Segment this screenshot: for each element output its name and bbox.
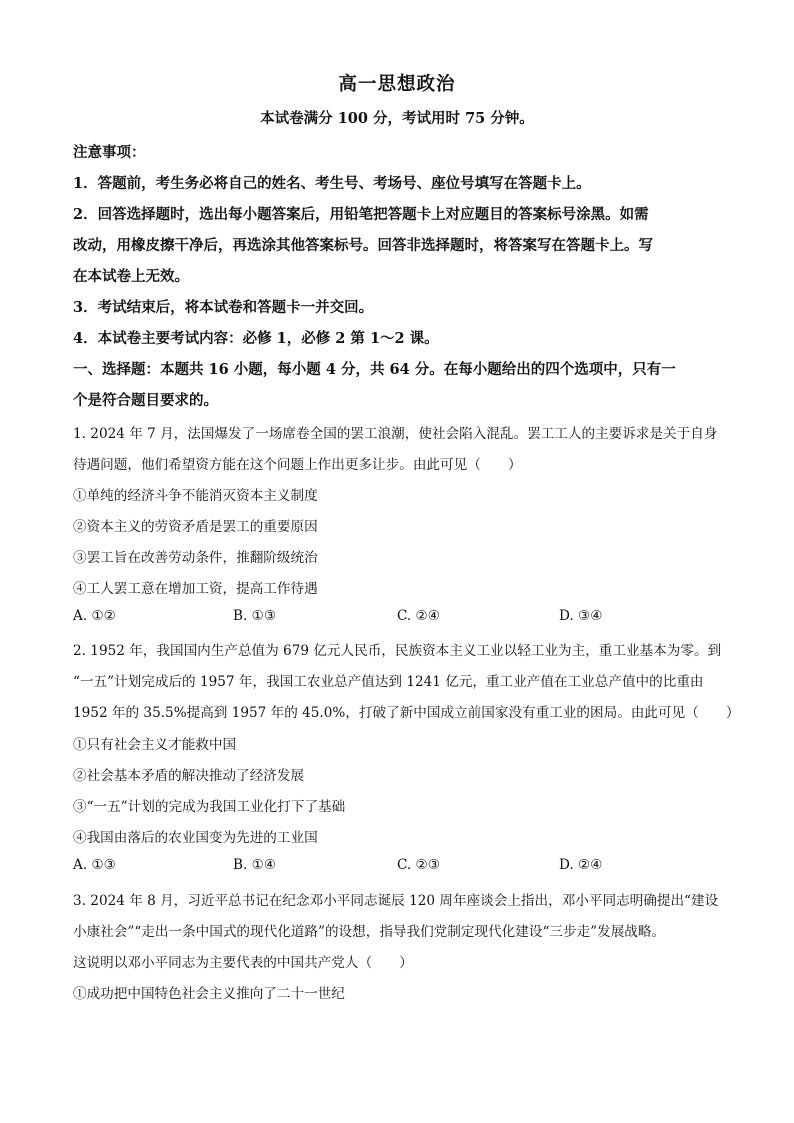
question-statement: ②资本主义的劳资矛盾是罢工的重要原因 xyxy=(73,519,318,535)
question-statement: ④我国由落后的农业国变为先进的工业国 xyxy=(73,830,318,846)
option-b: B. ①③ xyxy=(233,608,277,624)
question-stem: 2. 1952 年，我国国内生产总值为 679 亿元人民币，民族资本主义工业以轻工业为主，重工业基本为零。到 xyxy=(73,643,722,659)
question-statement: ①成功把中国特色社会主义推向了二十一世纪 xyxy=(73,986,345,1002)
question-stem: “一五”计划完成后的 1957 年，我国工农业总产值达到 1241 亿元，重工业产值在工业总产值中的比重由 xyxy=(73,674,704,690)
question-stem: 3. 2024 年 8 月，习近平总书记在纪念邓小平同志诞辰 120 周年座谈会上指出，邓小平同志明确提出“建设 xyxy=(73,893,719,909)
option-a: A. ①③ xyxy=(73,857,116,873)
question-stem: 小康社会”“走出一条中国式的现代化道路”的设想，指导我们党制定现代化建设“三步走”发展战略。 xyxy=(73,924,666,940)
section-heading: 一、选择题：本题共 16 小题，每小题 4 分，共 64 分。在每小题给出的四个选项中，只有一 xyxy=(73,361,676,378)
section-heading-cont: 个是符合题目要求的。 xyxy=(73,392,218,409)
note-item: 4．本试卷主要考试内容：必修 1，必修 2 第 1～2 课。 xyxy=(73,330,439,347)
question-statement: ②社会基本矛盾的解决推动了经济发展 xyxy=(73,768,305,784)
question-statement: ①只有社会主义才能救中国 xyxy=(73,737,237,753)
note-item: 改动，用橡皮擦干净后，再选涂其他答案标号。回答非选择题时，将答案写在答题卡上。写 xyxy=(73,237,653,254)
option-c: C. ②③ xyxy=(397,857,440,873)
question-statement: ③“一五”计划的完成为我国工业化打下了基础 xyxy=(73,799,346,815)
page-title: 高一思想政治 xyxy=(338,74,456,95)
option-c: C. ②④ xyxy=(397,608,440,624)
exam-subtitle: 本试卷满分 100 分，考试用时 75 分钟。 xyxy=(260,110,534,127)
question-stem: 1952 年的 35.5%提高到 1957 年的 45.0%，打破了新中国成立前国家没有重工业的困局。由此可见（ ） xyxy=(73,705,740,721)
note-item: 2．回答选择题时，选出每小题答案后，用铅笔把答题卡上对应题目的答案标号涂黑。如需 xyxy=(73,206,649,223)
option-d: D. ②④ xyxy=(559,857,603,873)
note-item: 3．考试结束后，将本试卷和答题卡一并交回。 xyxy=(73,299,374,316)
note-item: 1．答题前，考生务必将自己的姓名、考生号、考场号、座位号填写在答题卡上。 xyxy=(73,175,591,192)
question-stem: 待遇问题，他们希望资方能在这个问题上作出更多让步。由此可见（ ） xyxy=(73,457,522,473)
question-statement: ③罢工旨在改善劳动条件，推翻阶级统治 xyxy=(73,550,318,566)
answer-options xyxy=(73,857,723,877)
note-item: 在本试卷上无效。 xyxy=(73,268,189,285)
question-statement: ④工人罢工意在增加工资，提高工作待遇 xyxy=(73,581,318,597)
option-a: A. ①② xyxy=(73,608,116,624)
option-d: D. ③④ xyxy=(559,608,603,624)
question-stem: 这说明以邓小平同志为主要代表的中国共产党人（ ） xyxy=(73,955,413,971)
question-stem: 1. 2024 年 7 月，法国爆发了一场席卷全国的罢工浪潮，使社会陷入混乱。罢工工人的主要诉求是关于自身 xyxy=(73,426,718,442)
question-statement: ①单纯的经济斗争不能消灭资本主义制度 xyxy=(73,488,318,504)
option-b: B. ①④ xyxy=(233,857,277,873)
answer-options xyxy=(73,608,723,628)
notes-heading: 注意事项： xyxy=(73,144,146,161)
